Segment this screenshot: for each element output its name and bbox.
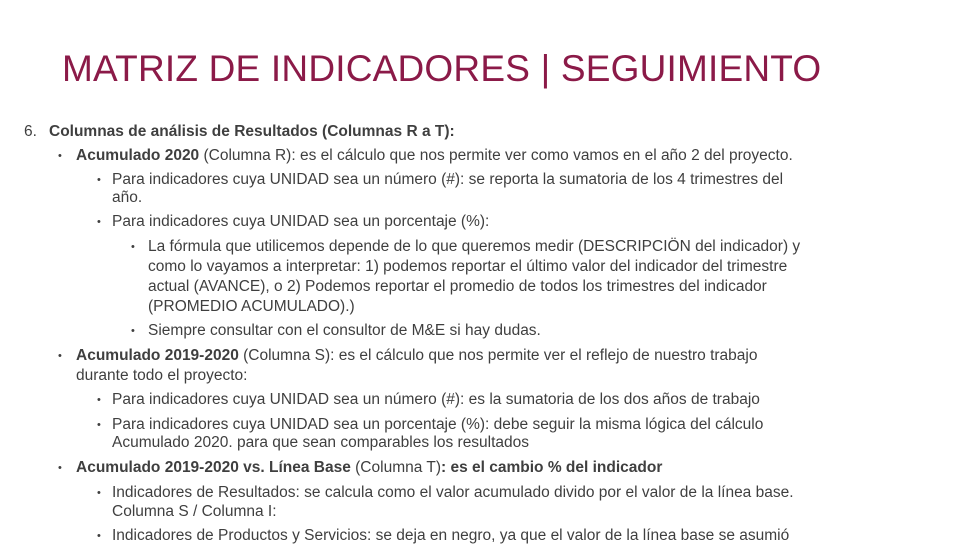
acum1920-bold: Acumulado 2019-2020 (76, 347, 239, 364)
bullet-icon: • (58, 150, 62, 162)
bullet-icon: • (97, 394, 101, 406)
acum1920-sub2-line2: Acumulado 2020. para que sean comparables los resultados (112, 434, 530, 451)
bullet-icon: • (131, 325, 135, 337)
bullet-icon: • (97, 174, 101, 186)
item-heading: Columnas de análisis de Resultados (Columnas R a T): (49, 123, 455, 140)
bullet-icon: • (97, 487, 101, 499)
bullet-icon: • (97, 530, 101, 542)
vsbase-sub1-line2: Columna S / Columna I: (112, 503, 277, 520)
acum2020-line (76, 146, 793, 166)
slide-title: MATRIZ DE INDICADORES | SEGUIMIENTO (62, 48, 822, 89)
acum1920-sub1: Para indicadores cuya UNIDAD sea un número (#): es la sumatoria de los dos años de trabajo (112, 391, 760, 408)
vsbase-sub1-line1: Indicadores de Resultados: se calcula como el valor acumulado divido por el valor de la línea base. (112, 484, 794, 501)
acum2020-subsub1-line4: (PROMEDIO ACUMULADO).) (148, 298, 355, 315)
acum2020-text: (Columna R): es el cálculo que nos permite ver como vamos en el año 2 del proyecto. (199, 147, 793, 164)
bullet-icon: • (58, 462, 62, 474)
acum2020-subsub1-line3: actual (AVANCE), o 2) Podemos reportar el promedio de todos los trimestres del indicador (148, 278, 767, 295)
acum2020-sub1-line2: año. (112, 189, 143, 206)
bullet-icon: • (131, 241, 135, 253)
vsbase-bold2: : es el cambio % del indicador (441, 459, 663, 476)
bullet-icon: • (58, 350, 62, 362)
vsbase-bold1: Acumulado 2019-2020 vs. Línea Base (76, 459, 351, 476)
acum2020-sub1-line1: Para indicadores cuya UNIDAD sea un número (#): se reporta la sumatoria de los 4 trimestres del (112, 171, 784, 188)
acum2020-subsub2: Siempre consultar con el consultor de M&E si hay dudas. (148, 322, 541, 339)
bullet-icon: • (97, 216, 101, 228)
acum2020-subsub1-line1: La fórmula que utilicemos depende de lo que queremos medir (DESCRIPCIÖN del indicador) y (148, 238, 801, 255)
vsbase-line (76, 458, 662, 478)
item-number: 6. (24, 123, 37, 140)
bullet-icon: • (97, 419, 101, 431)
acum1920-sub2-line1: Para indicadores cuya UNIDAD sea un porcentaje (%): debe seguir la misma lógica del cálculo (112, 416, 764, 433)
vsbase-sub2-line1: Indicadores de Productos y Servicios: se deja en negro, ya que el valor de la línea base se asumió (112, 527, 790, 544)
acum2020-subsub1-line2: como lo vayamos a interpretar: 1) podemos reportar el último valor del indicador del trimestre (148, 258, 788, 275)
vsbase-mid: (Columna T) (350, 459, 441, 476)
acum2020-sub2: Para indicadores cuya UNIDAD sea un porcentaje (%): (112, 213, 490, 230)
acum1920-line2: durante todo el proyecto: (76, 367, 248, 384)
acum2020-bold: Acumulado 2020 (76, 147, 200, 164)
acum1920-text: (Columna S): es el cálculo que nos permite ver el reflejo de nuestro trabajo (238, 347, 758, 364)
acum1920-line (76, 346, 757, 366)
